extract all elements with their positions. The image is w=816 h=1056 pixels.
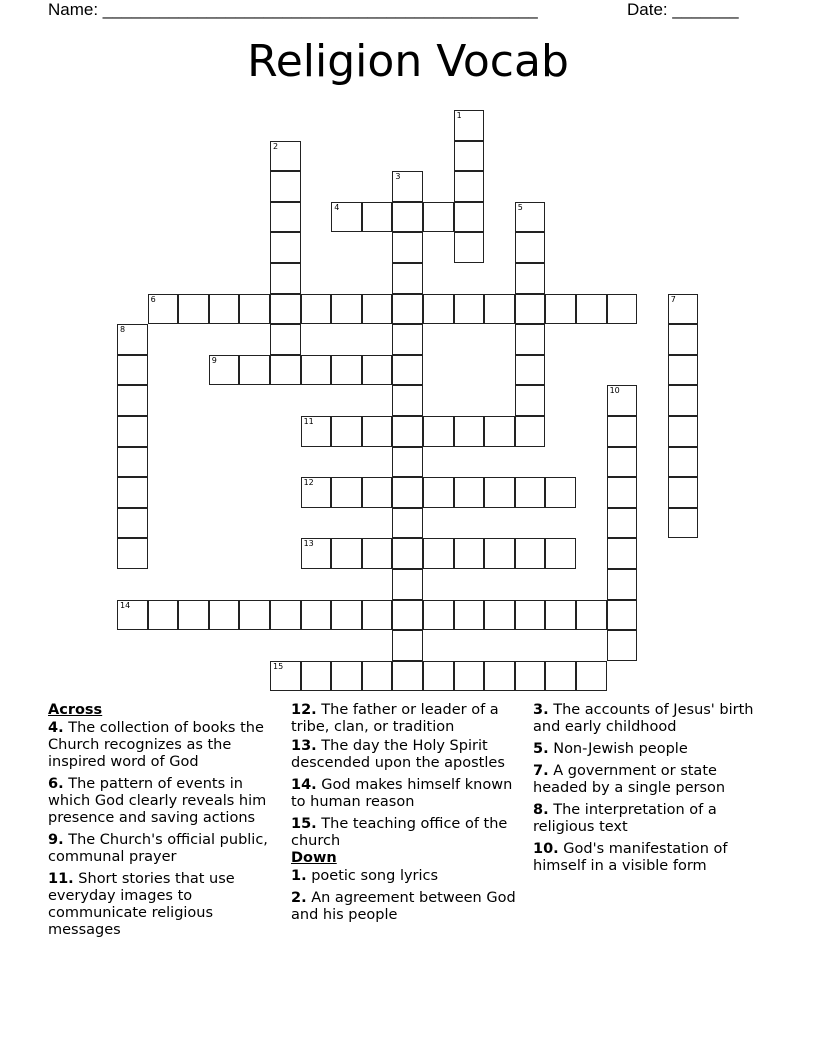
clue-number: 9 bbox=[211, 355, 217, 365]
grid-cell[interactable] bbox=[515, 294, 546, 325]
grid-cell[interactable] bbox=[270, 661, 301, 692]
grid-cell[interactable] bbox=[515, 324, 546, 355]
grid-cell[interactable] bbox=[331, 600, 362, 631]
clue-number: 11 bbox=[303, 417, 314, 426]
grid-cell[interactable] bbox=[270, 294, 301, 325]
grid-cell[interactable] bbox=[362, 355, 393, 386]
clue-number: 14 bbox=[120, 600, 131, 610]
grid-cell[interactable] bbox=[484, 661, 515, 692]
grid-cell[interactable] bbox=[454, 232, 485, 263]
grid-cell[interactable] bbox=[607, 385, 638, 416]
grid-cell[interactable] bbox=[545, 661, 576, 692]
grid-cell[interactable] bbox=[484, 294, 515, 325]
grid-cell[interactable] bbox=[362, 600, 393, 631]
grid-cell[interactable] bbox=[239, 294, 270, 325]
grid-cell[interactable] bbox=[607, 600, 638, 631]
grid-cell[interactable] bbox=[607, 538, 638, 569]
grid-cell[interactable] bbox=[362, 202, 393, 233]
grid-cell[interactable] bbox=[270, 263, 301, 294]
grid-cell[interactable] bbox=[270, 600, 301, 631]
grid-cell[interactable] bbox=[454, 600, 485, 631]
grid-cell[interactable] bbox=[392, 324, 423, 355]
grid-cell[interactable] bbox=[270, 202, 301, 233]
grid-cell[interactable] bbox=[454, 110, 485, 141]
clue-number: 4 bbox=[334, 202, 340, 212]
grid-cell[interactable] bbox=[454, 661, 485, 692]
grid-cell[interactable] bbox=[454, 171, 485, 202]
grid-cell[interactable] bbox=[178, 294, 209, 325]
grid-cell[interactable] bbox=[239, 600, 270, 631]
grid-cell[interactable] bbox=[209, 600, 240, 631]
grid-cell[interactable] bbox=[668, 416, 699, 447]
grid-cell[interactable] bbox=[454, 477, 485, 508]
grid-cell[interactable] bbox=[117, 355, 148, 386]
clue-number: 13 bbox=[303, 539, 314, 549]
grid-cell[interactable] bbox=[270, 171, 301, 202]
grid-cell[interactable] bbox=[331, 202, 362, 233]
grid-cell[interactable] bbox=[331, 294, 362, 325]
grid-cell[interactable] bbox=[392, 661, 423, 692]
grid-cell[interactable] bbox=[148, 600, 179, 631]
grid-cell[interactable] bbox=[515, 538, 546, 569]
clue-down-7: 7. A government or state headed by a single person bbox=[533, 763, 726, 796]
grid-cell[interactable] bbox=[331, 416, 362, 447]
grid-cell[interactable] bbox=[392, 171, 423, 202]
grid-cell[interactable] bbox=[331, 538, 362, 569]
grid-cell[interactable] bbox=[392, 477, 423, 508]
grid-cell[interactable] bbox=[117, 447, 148, 478]
clue-down-10: 10. God's manifestation of himself in a visible form bbox=[533, 841, 728, 874]
grid-cell[interactable] bbox=[607, 294, 638, 325]
grid-cell[interactable] bbox=[301, 661, 332, 692]
clue-number: 15 bbox=[273, 661, 284, 671]
grid-cell[interactable] bbox=[423, 477, 454, 508]
grid-cell[interactable] bbox=[392, 385, 423, 416]
clue-across-6: 6. The pattern of events in which God clearly reveals him presence and saving actions bbox=[48, 776, 267, 826]
clue-across-14: 14. God makes himself known to human reason bbox=[291, 777, 513, 810]
grid-cell[interactable] bbox=[515, 263, 546, 294]
clue-across-4: 4. The collection of books the Church recognizes as the inspired word of God bbox=[48, 720, 264, 770]
clue-number: 12 bbox=[303, 478, 314, 488]
clue-across-9: 9. The Church's official public, communal prayer bbox=[48, 832, 268, 865]
grid-cell[interactable] bbox=[545, 477, 576, 508]
clue-number: 2 bbox=[273, 141, 279, 151]
clue-number: 7 bbox=[670, 294, 676, 304]
date-field[interactable]: Date: _______ bbox=[627, 0, 739, 19]
grid-cell[interactable] bbox=[270, 232, 301, 263]
grid-cell[interactable] bbox=[209, 355, 240, 386]
grid-cell[interactable] bbox=[392, 202, 423, 233]
clue-number: 6 bbox=[150, 294, 156, 304]
grid-cell[interactable] bbox=[239, 355, 270, 386]
grid-cell[interactable] bbox=[270, 355, 301, 386]
grid-cell[interactable] bbox=[392, 232, 423, 263]
clue-down-2: 2. An agreement between God and his people bbox=[291, 890, 516, 923]
grid-cell[interactable] bbox=[392, 416, 423, 447]
grid-cell[interactable] bbox=[392, 600, 423, 631]
grid-cell[interactable] bbox=[423, 416, 454, 447]
clue-number: 8 bbox=[120, 325, 126, 335]
grid-cell[interactable] bbox=[545, 538, 576, 569]
grid-cell[interactable] bbox=[484, 600, 515, 631]
grid-cell[interactable] bbox=[607, 447, 638, 478]
grid-cell[interactable] bbox=[576, 294, 607, 325]
grid-cell[interactable] bbox=[668, 355, 699, 386]
down-heading: Down bbox=[291, 850, 337, 866]
clue-down-1: 1. poetic song lyrics bbox=[291, 868, 439, 884]
grid-cell[interactable] bbox=[607, 477, 638, 508]
grid-cell[interactable] bbox=[668, 324, 699, 355]
grid-cell[interactable] bbox=[178, 600, 209, 631]
grid-cell[interactable] bbox=[331, 661, 362, 692]
grid-cell[interactable] bbox=[117, 416, 148, 447]
grid-cell[interactable] bbox=[392, 630, 423, 661]
grid-cell[interactable] bbox=[515, 477, 546, 508]
clue-down-8: 8. The interpretation of a religious text bbox=[533, 802, 717, 835]
grid-cell[interactable] bbox=[209, 294, 240, 325]
grid-cell[interactable] bbox=[117, 385, 148, 416]
grid-cell[interactable] bbox=[301, 416, 332, 447]
grid-cell[interactable] bbox=[454, 538, 485, 569]
grid-cell[interactable] bbox=[668, 385, 699, 416]
clue-across-15: 15. The teaching office of the church bbox=[291, 816, 508, 849]
grid-cell[interactable] bbox=[148, 294, 179, 325]
grid-cell[interactable] bbox=[392, 538, 423, 569]
grid-cell[interactable] bbox=[515, 600, 546, 631]
grid-cell[interactable] bbox=[301, 538, 332, 569]
grid-cell[interactable] bbox=[607, 508, 638, 539]
grid-cell[interactable] bbox=[117, 538, 148, 569]
grid-cell[interactable] bbox=[362, 416, 393, 447]
grid-cell[interactable] bbox=[392, 355, 423, 386]
name-field[interactable]: Name: ______________________________________________ bbox=[48, 0, 538, 19]
grid-cell[interactable] bbox=[301, 355, 332, 386]
grid-cell[interactable] bbox=[607, 416, 638, 447]
grid-cell[interactable] bbox=[484, 477, 515, 508]
grid-cell[interactable] bbox=[668, 447, 699, 478]
clue-number: 5 bbox=[517, 202, 523, 212]
grid-cell[interactable] bbox=[362, 294, 393, 325]
clue-across-11: 11. Short stories that use everyday images to communicate religious messages bbox=[48, 871, 235, 938]
grid-cell[interactable] bbox=[117, 477, 148, 508]
grid-cell[interactable] bbox=[392, 294, 423, 325]
grid-cell[interactable] bbox=[423, 294, 454, 325]
clue-across-12: 12. The father or leader of a tribe, clan, or tradition bbox=[291, 702, 499, 735]
grid-cell[interactable] bbox=[484, 416, 515, 447]
grid-cell[interactable] bbox=[607, 630, 638, 661]
grid-cell[interactable] bbox=[515, 661, 546, 692]
grid-cell[interactable] bbox=[362, 477, 393, 508]
grid-cell[interactable] bbox=[117, 600, 148, 631]
grid-cell[interactable] bbox=[515, 355, 546, 386]
grid-cell[interactable] bbox=[607, 569, 638, 600]
clue-number: 1 bbox=[456, 111, 462, 120]
grid-cell[interactable] bbox=[668, 294, 699, 325]
clue-number: 3 bbox=[395, 172, 401, 182]
grid-cell[interactable] bbox=[117, 324, 148, 355]
clues-column-1 bbox=[48, 702, 280, 944]
grid-cell[interactable] bbox=[515, 385, 546, 416]
page-title: Religion Vocab bbox=[247, 36, 569, 87]
grid-cell[interactable] bbox=[454, 416, 485, 447]
grid-cell[interactable] bbox=[392, 263, 423, 294]
grid-cell[interactable] bbox=[423, 202, 454, 233]
grid-cell[interactable] bbox=[362, 661, 393, 692]
grid-cell[interactable] bbox=[576, 600, 607, 631]
grid-cell[interactable] bbox=[301, 477, 332, 508]
grid-cell[interactable] bbox=[301, 294, 332, 325]
grid-cell[interactable] bbox=[423, 600, 454, 631]
grid-cell[interactable] bbox=[454, 141, 485, 172]
clues-column-2 bbox=[291, 702, 523, 929]
grid-cell[interactable] bbox=[331, 355, 362, 386]
grid-cell[interactable] bbox=[668, 477, 699, 508]
clue-down-3: 3. The accounts of Jesus' birth and early childhood bbox=[533, 702, 754, 735]
grid-cell[interactable] bbox=[515, 416, 546, 447]
grid-cell[interactable] bbox=[362, 538, 393, 569]
grid-cell[interactable] bbox=[117, 508, 148, 539]
grid-cell[interactable] bbox=[515, 202, 546, 233]
grid-cell[interactable] bbox=[392, 508, 423, 539]
grid-cell[interactable] bbox=[423, 661, 454, 692]
grid-cell[interactable] bbox=[576, 661, 607, 692]
crossword-grid bbox=[117, 110, 737, 710]
across-heading: Across bbox=[48, 702, 103, 718]
clue-across-13: 13. The day the Holy Spirit descended upon the apostles bbox=[291, 738, 505, 771]
grid-cell[interactable] bbox=[515, 232, 546, 263]
grid-cell[interactable] bbox=[331, 477, 362, 508]
clue-down-5: 5. Non-Jewish people bbox=[533, 741, 688, 757]
grid-cell[interactable] bbox=[545, 600, 576, 631]
grid-cell[interactable] bbox=[301, 600, 332, 631]
grid-cell[interactable] bbox=[454, 202, 485, 233]
grid-cell[interactable] bbox=[668, 508, 699, 539]
grid-cell[interactable] bbox=[545, 294, 576, 325]
clue-number: 10 bbox=[609, 386, 620, 396]
grid-cell[interactable] bbox=[392, 447, 423, 478]
grid-cell[interactable] bbox=[454, 294, 485, 325]
grid-cell[interactable] bbox=[484, 538, 515, 569]
grid-cell[interactable] bbox=[392, 569, 423, 600]
grid-cell[interactable] bbox=[270, 324, 301, 355]
grid-cell[interactable] bbox=[270, 141, 301, 172]
grid-cell[interactable] bbox=[423, 538, 454, 569]
clues-column-3 bbox=[533, 702, 765, 880]
